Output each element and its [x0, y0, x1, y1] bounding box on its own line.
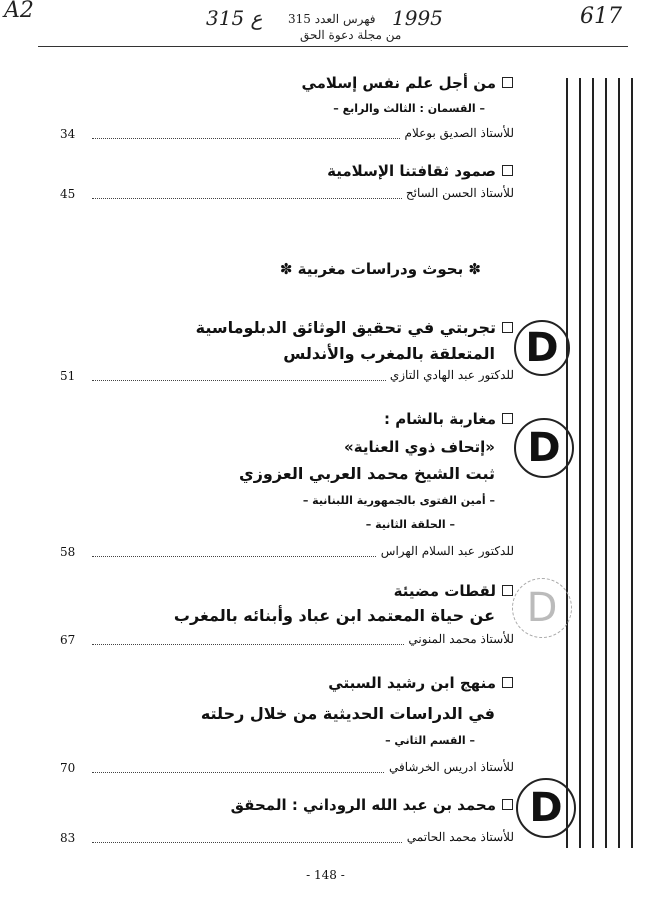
margin-line [631, 78, 633, 848]
entry-subtitle: – القسمان : الثالث والرابع – [333, 102, 485, 115]
checkbox-icon [502, 585, 513, 596]
checkbox-icon [502, 165, 513, 176]
margin-line [592, 78, 594, 848]
checkbox-icon [502, 322, 513, 333]
entry-author: للأستاذ الصديق بوعلام [401, 126, 514, 140]
handwritten-year: 1995 [392, 6, 443, 30]
page-number: 58 [60, 545, 76, 559]
entry-author: للدكتور عبد الهادي التازي [386, 368, 514, 382]
entry-author: للأستاذ محمد المنوني [404, 632, 514, 646]
entry-subtitle: – الحلقة الثانية – [365, 518, 455, 531]
handwritten-number-right: 617 [580, 4, 622, 29]
toc-row [60, 830, 514, 848]
entry-title-line2: «إتحاف ذوي العناية» [344, 438, 495, 456]
handwritten-code-mid: 315 ع [206, 6, 263, 30]
faint-stamp: D [512, 578, 572, 638]
entry-title: تجربتي في تحقيق الوثائق الدبلوماسية [196, 318, 513, 337]
page-number: 34 [60, 127, 76, 141]
toc-row [60, 368, 514, 386]
toc-row [60, 186, 514, 204]
checkbox-icon [502, 77, 513, 88]
page-number: 83 [60, 831, 76, 845]
entry-title: صمود ثقافتنا الإسلامية [327, 162, 513, 180]
margin-line [618, 78, 620, 848]
entry-subtitle: – أمين الفتوى بالجمهورية اللبنانية – [302, 494, 495, 507]
toc-row [60, 632, 514, 650]
handwritten-code-left: A2 [4, 0, 34, 23]
source-label: من مجلة دعوة الحق [300, 28, 402, 42]
entry-title-line2: في الدراسات الحديثية من خلال رحلته [200, 704, 495, 723]
stamp-d: D [516, 778, 576, 838]
checked-box-icon [502, 677, 513, 688]
page-number: 51 [60, 369, 76, 383]
page-number: 45 [60, 187, 76, 201]
page-number: 70 [60, 761, 76, 775]
entry-author: للدكتور عبد السلام الهراس [377, 544, 514, 558]
entry-title: لقطات مضيئة [394, 582, 513, 600]
entry-title: محمد بن عبد الله الروداني : المحقق [231, 796, 513, 814]
issue-label: فهرس العدد 315 [288, 12, 376, 26]
entry-title-line2: المتعلقة بالمغرب والأندلس [283, 344, 495, 363]
page-number: 67 [60, 633, 76, 647]
checkbox-icon [502, 799, 513, 810]
toc-row [60, 760, 514, 778]
entry-author: للأستاذ الحسن السائح [402, 186, 514, 200]
section-heading: ✽ بحوث ودراسات مغربية ✽ [279, 260, 481, 278]
entry-title: منهج ابن رشيد السبتي [328, 674, 513, 692]
entry-title: مغاربة بالشام : [384, 410, 513, 428]
margin-line [579, 78, 581, 848]
header-rule [38, 46, 628, 47]
entry-subtitle: – القسم الثاني – [385, 734, 475, 747]
entry-title-line2: عن حياة المعتمد ابن عباد وأبنائه بالمغرب [173, 606, 495, 625]
entry-author: للأستاذ محمد الحاتمي [403, 830, 514, 844]
stamp-d: D [514, 320, 570, 376]
margin-line [605, 78, 607, 848]
toc-row [60, 544, 514, 562]
checkbox-icon [502, 413, 513, 424]
entry-title-line3: ثبت الشيخ محمد العربي العزوزي [239, 464, 495, 483]
page-footer: - 148 - [306, 868, 345, 882]
entry-author: للأستاذ ادريس الخرشافي [385, 760, 514, 774]
entry-title: من أجل علم نفس إسلامي [301, 74, 513, 92]
stamp-d: D [514, 418, 574, 478]
toc-row [60, 126, 514, 144]
